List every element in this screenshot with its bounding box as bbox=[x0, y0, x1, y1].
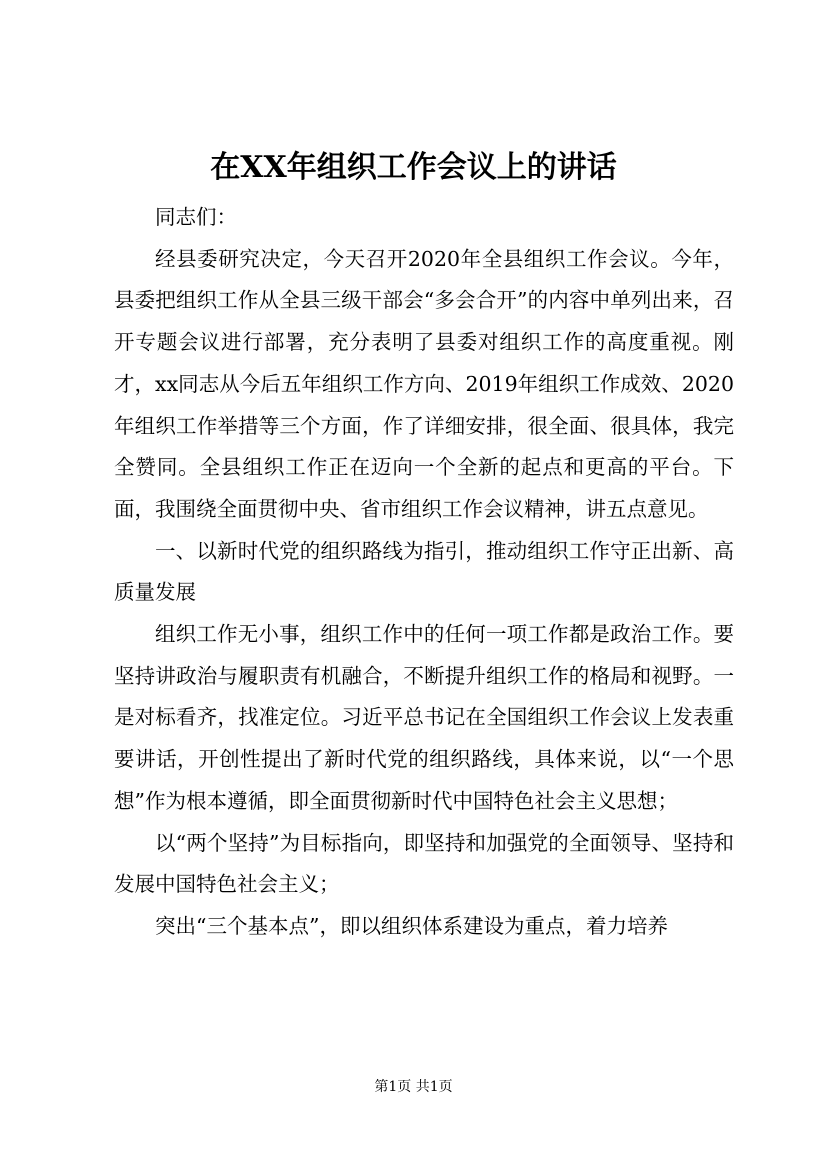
paragraph-three-points: 突出“三个基本点”，即以组织体系建设为重点，着力培养 bbox=[155, 913, 668, 938]
page-footer: 第1页 共1页 bbox=[374, 1079, 453, 1095]
section-heading-1: 一、以新时代党的组织路线为指引，推动组织工作守正出新、高质量发展 bbox=[114, 538, 734, 605]
paragraph-intro: 经县委研究决定，今天召开2020年全县组织工作会议。今年，县委把组织工作从全县三级干部会“多会合开”的内容中单列出来，召开专题会议进行部署，充分表明了县委对组织工作的高度重视。刚才，xx同志从今后五年组织工作方向、2019年组织工作成效、2020年组织工作举措等三个方面，作了详细安排，很全面、很具体，我完全赞同。全县组织工作正在迈向一个全新的起点和更高的平台。下面，我围绕全面贯彻中央、省市组织工作会议精神，讲五点意见。 bbox=[114, 246, 734, 521]
paragraph-salutation: 同志们： bbox=[155, 205, 237, 229]
paragraph-two-persist: 以“两个坚持”为目标指向，即坚持和加强党的全面领导、坚持和发展中国特色社会主义； bbox=[114, 830, 734, 897]
document-title: 在XX年组织工作会议上的讲话 bbox=[210, 150, 617, 185]
document-body bbox=[114, 197, 734, 948]
paragraph-section-1: 组织工作无小事，组织工作中的任何一项工作都是政治工作。要坚持讲政治与履职责有机融合，不断提升组织工作的格局和视野。一是对标看齐，找准定位。习近平总书记在全国组织工作会议上发表重要讲话，开创性提出了新时代党的组织路线，具体来说，以“一个思想”作为根本遵循，即全面贯彻新时代中国特色社会主义思想； bbox=[114, 622, 734, 813]
